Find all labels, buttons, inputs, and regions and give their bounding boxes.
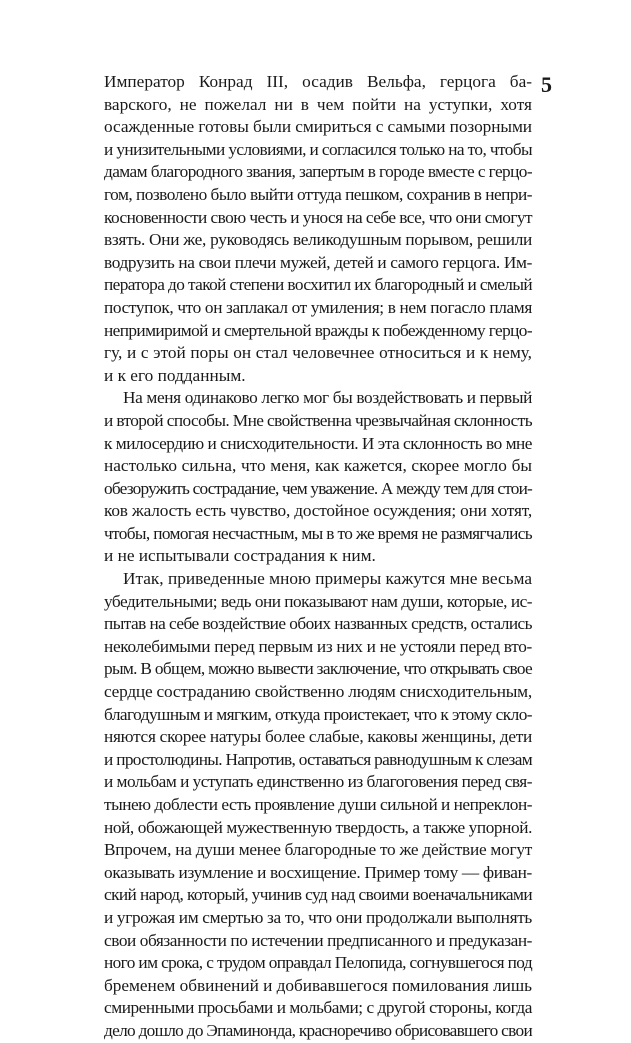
text-line: и второй способы. Мне свойственна чрезвычайная склонность [104,410,532,430]
text-line: обезоружить сострадание, чем уважение. А между тем для стои- [104,478,532,498]
text-line: ной, обожающей мужественную твердость, а также упорной. [104,817,532,837]
text-line: к милосердию и снисходительности. И эта склонность во мне [104,433,532,453]
text-line: осажденные готовы были смириться с самыми позорными [104,117,532,137]
text-line: няются скорее натуры более слабые, каковы женщины, дети [104,727,532,747]
text-line: тынею доблести есть проявление души сильной и непреклон- [104,795,532,814]
text-line: Итак, приведенные мною примеры кажутся мне весьма [123,569,532,589]
text-line: дамам благородного звания, запертым в городе вместе с герцо- [104,162,532,182]
text-line: непримиримой и смертельной вражды к побежденному герцо- [104,320,532,340]
page-number: 5 [541,72,552,97]
text-line: пытав на себе воздействие обоих названных средств, остались [104,614,532,634]
text-line: Император Конрад III, осадив Вельфа, герцога ба- [104,72,532,91]
text-line: косновенности свою честь и унося на себе все, что они смогут [104,207,532,227]
text-line: и унизительными условиями, и согласился только на то, чтобы [104,139,532,159]
text-line: дело дошло до Эпаминонда, красноречиво обрисовавшего свои [104,1020,532,1040]
text-line: ский народ, который, учинив суд над своими военачальниками [104,885,532,905]
text-line: настолько сильна, что меня, как кажется, скорее могло бы [104,456,532,476]
text-line: смиренными просьбами и мольбами; с другой стороны, когда [104,998,532,1018]
text-line: ператора до такой степени восхитил их благородный и смелый [104,275,532,295]
text-line: водрузить на свои плечи мужей, детей и самого герцога. Им- [104,252,532,272]
text-line: бременем обвинений и добивавшегося помилования лишь [104,975,532,995]
text-line: и простолюдины. Напротив, оставаться равнодушным к слезам [104,749,532,769]
text-line: поступок, что он заплакал от умиления; в нем погасло пламя [104,297,532,317]
text-line: свои обязанности по истечении предписанного и предуказан- [104,930,532,950]
body-text [104,71,532,1043]
text-line: и не испытывали сострадания к ним. [104,546,376,566]
text-line: оказывать изумление и восхищение. Пример тому — фиван- [104,862,532,882]
text-line: взять. Они же, руководясь великодушным порывом, решили [104,230,532,250]
text-line: благодушным и мягким, откуда проистекает, что к этому скло- [104,704,532,724]
text-line: варского, не пожелал ни в чем пойти на уступки, хотя [104,94,532,114]
text-line: На меня одинаково легко мог бы воздействовать и первый [123,388,532,408]
text-line: рым. В общем, можно вывести заключение, что открывать свое [104,659,532,679]
text-line: чтобы, помогая несчастным, мы в то же время не размягчались [104,523,532,543]
text-line: неколебимыми перед первым из них и не устояли перед вто- [104,636,532,656]
text-line: гом, позволено было выйти оттуда пешком, сохранив в непри- [104,184,532,204]
text-line: ков жалость есть чувство, достойное осуждения; они хотят, [104,501,532,521]
text-line: сердце состраданию свойственно людям снисходительным, [104,682,532,702]
text-line: гу, и с этой поры он стал человечнее относиться и к нему, [104,343,532,363]
text-line: убедительными; ведь они показывают нам души, которые, ис- [104,591,532,611]
text-line: и к его подданным. [104,365,246,385]
text-line: и угрожая им смертью за то, что они продолжали выполнять [104,907,532,927]
text-line: Впрочем, на души менее благородные то же действие могут [104,840,532,860]
text-line: и мольбам и уступать единственно из благоговения перед свя- [104,772,532,792]
text-line: ного им срока, с трудом оправдал Пелопида, согнувшегося под [104,953,532,973]
